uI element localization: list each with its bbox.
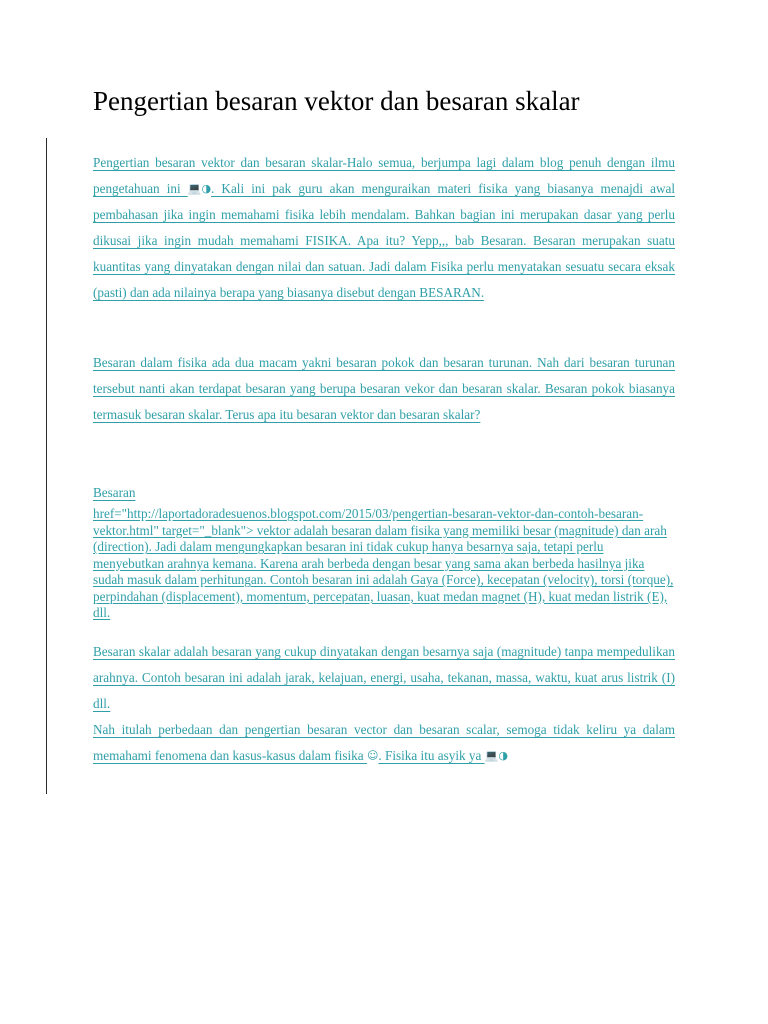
paragraph-vector-heading[interactable]: Besaran xyxy=(93,485,136,500)
document-title: Pengertian besaran vektor dan besaran skalar xyxy=(93,86,580,116)
paragraph-closing-text-a: Nah itulah perbedaan dan pengertian besaran vector dan besaran scalar, semoga tidak keliru ya dalam memahami fenomena dan kasus-kasus dalam fisika xyxy=(93,721,675,763)
document-body xyxy=(93,150,675,769)
circle-half-icon: ◑ xyxy=(498,748,508,762)
paragraph-spacer xyxy=(93,622,675,639)
paragraph-types[interactable]: Besaran dalam fisika ada dua macam yakni besaran pokok dan besaran turunan. Nah dari besaran turunan tersebut nanti akan terdapat besaran yang berupa besaran vekor dan besaran skalar. Besaran pokok biasanya termasuk besaran skalar. Terus apa itu besaran vektor dan besaran skalar? xyxy=(93,355,675,422)
paragraph-intro[interactable] xyxy=(93,150,675,332)
circle-half-icon: ◑ xyxy=(201,182,212,195)
paragraph-intro-text-b: . Kali ini pak guru akan menguraikan materi fisika yang biasanya menajdi awal pembahasan jika ingin memahami fisika lebih mendalam. Bahkan bagian ini merupakan dasar yang perlu dikusai jika ingin mudah memahami FISIKA. Apa itu? Yepp,,, bab Besaran. Besaran merupakan suatu kuantitas yang dinyatakan dengan nilai dan satuan. Jadi dalam Fisika perlu menyatakan sesuatu secara eksak (pasti) dan ada nilainya berapa yang biasanya disebut dengan BESARAN. xyxy=(93,181,676,300)
paragraph-spacer xyxy=(93,332,675,350)
smiley-icon: ☺ xyxy=(366,748,379,762)
computer-icon: 💻 xyxy=(187,182,202,195)
computer-icon: 💻 xyxy=(484,748,499,762)
left-margin-rule xyxy=(46,138,47,794)
paragraph-scalar-definition[interactable]: Besaran skalar adalah besaran yang cukup dinyatakan dengan besarnya saja (magnitude) tanpa mempedulikan arahnya. Contoh besaran ini adalah jarak, kelajuan, energi, usaha, tekanan, massa, waktu, kuat arus listrik (I) dll. xyxy=(93,643,675,711)
paragraph-spacer xyxy=(93,454,675,480)
paragraph-closing[interactable] xyxy=(93,717,675,769)
paragraph-intro-text-a: Pengertian besaran vektor dan besaran skalar-Halo semua, berjumpa lagi dalam blog penuh dengan ilmu pengetahuan ini xyxy=(93,155,675,196)
paragraph-vector-definition[interactable]: href="http://laportadoradesuenos.blogspot.com/2015/03/pengertian-besaran-vektor-dan-contoh-besaran-vektor.html" target="_blank"> vektor adalah besaran dalam fisika yang memiliki besar (magnitude) dan arah (direction). Jadi dalam mengungkapkan besaran ini tidak cukup hanya besarnya saja, tetapi perlu menyebutkan arahnya kemana. Karena arah berbeda dengan besar yang sama akan berbeda hasilnya jika sudah masuk dalam perhitungan. Contoh besaran ini adalah Gaya (Force), kecepatan (velocity), torsi (torque), perpindahan (displacement), momentum, percepatan, luasan, kuat medan magnet (H), kuat medan listrik (E), dll. xyxy=(93,506,674,620)
paragraph-closing-text-b: . Fisika itu asyik ya xyxy=(378,747,485,763)
